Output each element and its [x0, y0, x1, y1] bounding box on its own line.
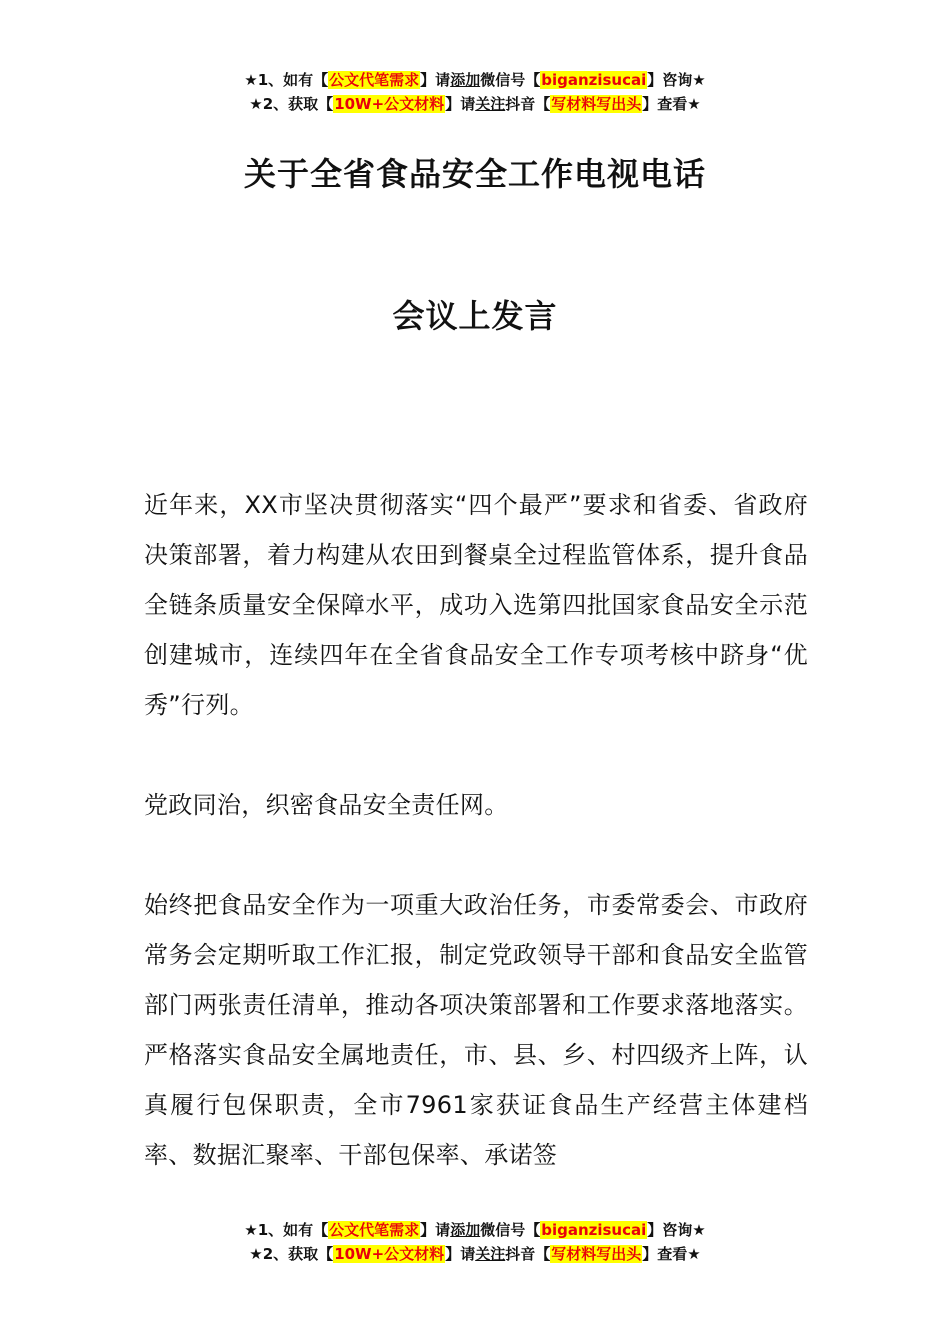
footer-highlight-materials: 10W+公文材料	[334, 1245, 445, 1263]
document-title-line-2: 会议上发言	[392, 297, 558, 335]
footer-line-2-mid2: 抖音【	[505, 1245, 551, 1263]
footer-highlight-wechat-id: biganzisucai	[541, 1221, 647, 1239]
banner-highlight-service: 公文代笔需求	[329, 71, 420, 89]
footer-line-1-suffix: 】咨询★	[647, 1221, 706, 1239]
footer-underlined-follow: 关注	[475, 1245, 506, 1263]
footer-banner-line-2	[0, 1242, 950, 1266]
footer-line-1-prefix: ★1、如有【	[244, 1221, 329, 1239]
banner-underlined-follow: 关注	[475, 95, 506, 113]
banner-line-1-suffix: 】咨询★	[647, 71, 706, 89]
banner-line-2-prefix: ★2、获取【	[249, 95, 334, 113]
footer-line-2-mid: 】请	[445, 1245, 476, 1263]
paragraph-intro: 近年来，XX市坚决贯彻落实“四个最严”要求和省委、省政府决策部署，着力构建从农田到餐桌全过程监管体系，提升食品全链条质量安全保障水平，成功入选第四批国家食品安全示范创建城市，连续四年在全省食品安全工作专项考核中跻身“优秀”行列。	[144, 491, 808, 719]
banner-line-2	[0, 92, 950, 116]
banner-highlight-materials: 10W+公文材料	[334, 95, 445, 113]
banner-line-2-mid2: 抖音【	[505, 95, 551, 113]
banner-line-1	[0, 68, 950, 92]
banner-line-1-mid: 】请	[420, 71, 451, 89]
footer-line-1-mid2: 微信号【	[480, 1221, 541, 1239]
footer-line-2-prefix: ★2、获取【	[249, 1245, 334, 1263]
banner-highlight-wechat-id: biganzisucai	[541, 71, 647, 89]
banner-line-1-prefix: ★1、如有【	[244, 71, 329, 89]
document-title-line-1: 关于全省食品安全工作电视电话	[243, 155, 706, 193]
footer-banner-line-1	[0, 1218, 950, 1242]
banner-line-2-mid: 】请	[445, 95, 476, 113]
banner-line-2-suffix: 】查看★	[642, 95, 701, 113]
paragraph-responsibility: 始终把食品安全作为一项重大政治任务，市委常委会、市政府常务会定期听取工作汇报，制定党政领导干部和食品安全监管部门两张责任清单，推动各项决策部署和工作要求落地落实。严格落实食品安全属地责任，市、县、乡、村四级齐上阵，认真履行包保职责，全市7961家获证食品生产经营主体建档率、数据汇聚率、干部包保率、承诺签	[144, 891, 808, 1169]
footer-highlight-douyin-account: 写材料写出头	[551, 1245, 642, 1263]
footer-line-2-suffix: 】查看★	[642, 1245, 701, 1263]
footer-banner	[0, 1218, 950, 1266]
footer-underlined-add: 添加	[450, 1221, 481, 1239]
paragraph-heading: 党政同治，织密食品安全责任网。	[144, 791, 509, 819]
banner-highlight-douyin-account: 写材料写出头	[551, 95, 642, 113]
banner-line-1-mid2: 微信号【	[480, 71, 541, 89]
header-banner	[0, 68, 950, 116]
banner-underlined-add: 添加	[450, 71, 481, 89]
footer-line-1-mid: 】请	[420, 1221, 451, 1239]
footer-highlight-service: 公文代笔需求	[329, 1221, 420, 1239]
